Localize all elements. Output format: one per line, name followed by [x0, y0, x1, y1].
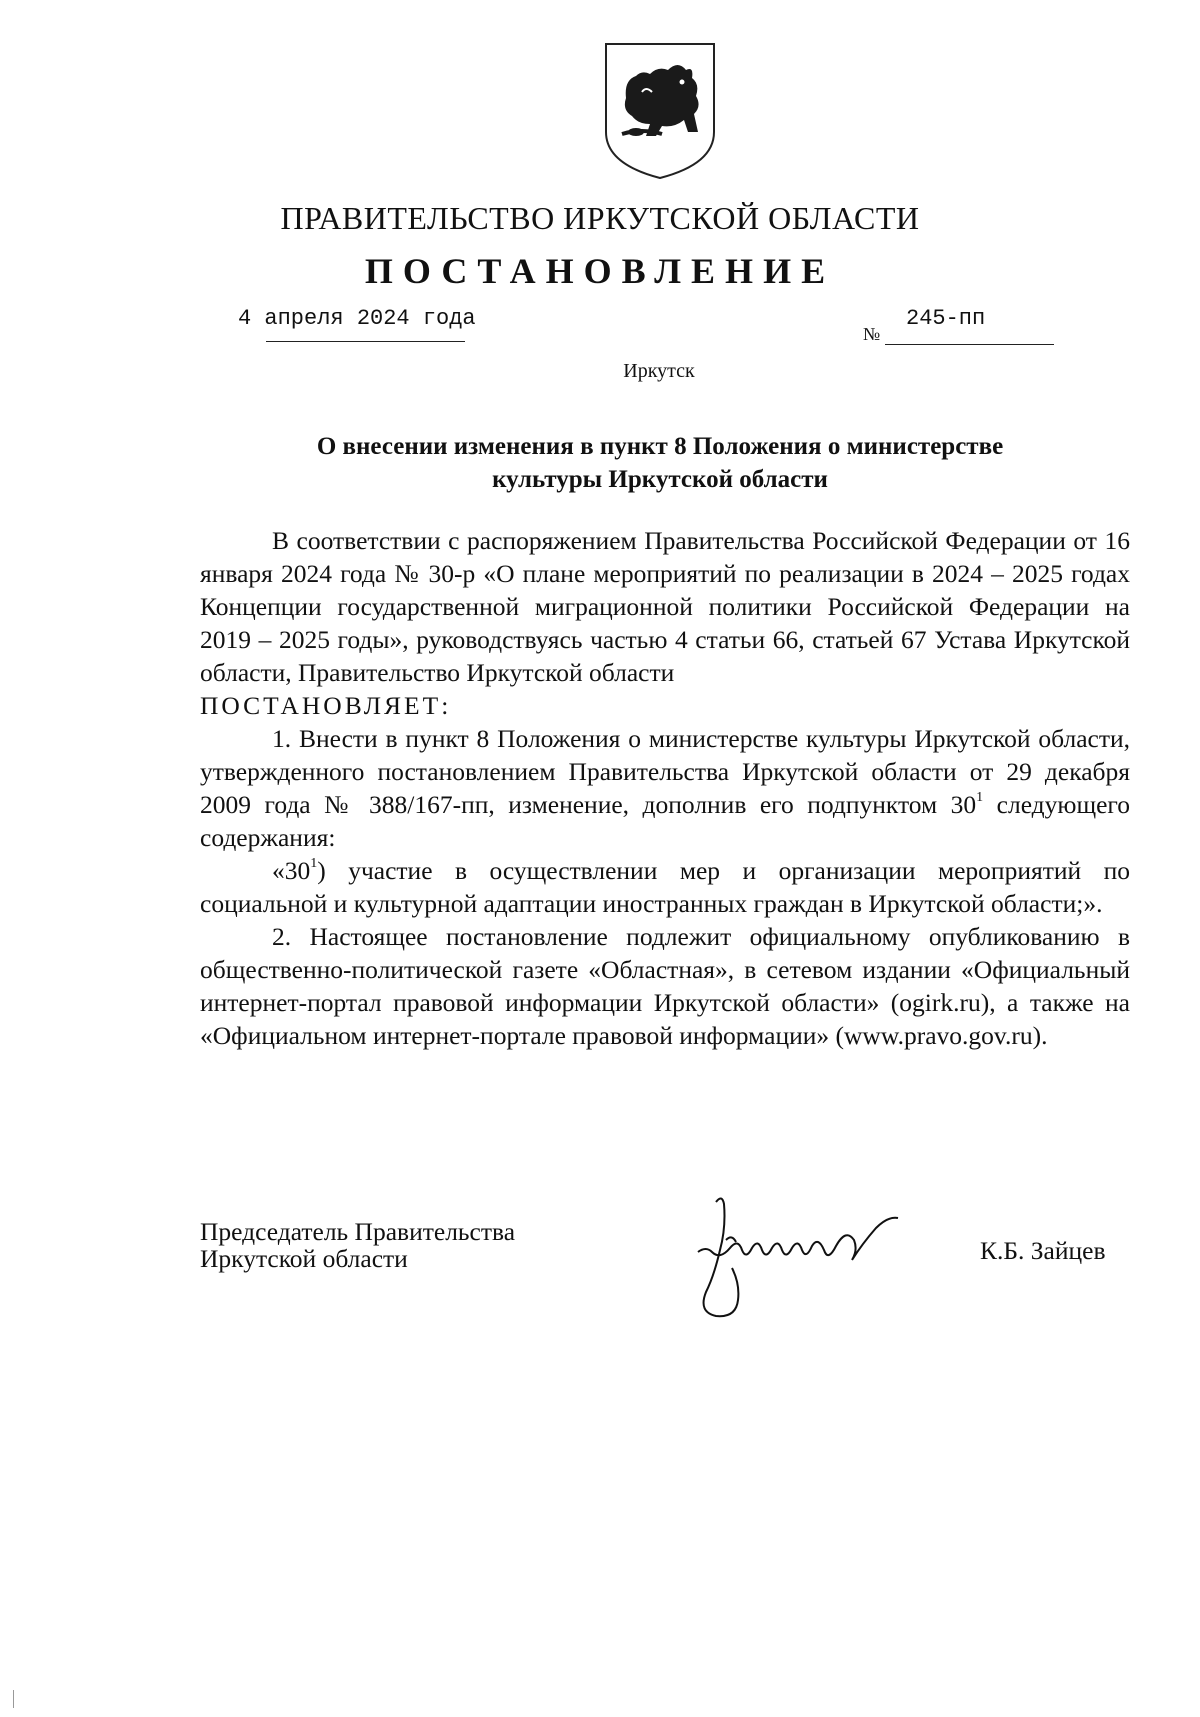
- organization-name: ПРАВИТЕЛЬСТВО ИРКУТСКОЙ ОБЛАСТИ: [280, 200, 920, 236]
- document-type: ПОСТАНОВЛЕНИЕ: [364, 251, 836, 291]
- document-date: 4 апреля 2024 года: [238, 306, 476, 331]
- title-line-1: О внесении изменения в пункт 8 Положения о министерстве: [316, 433, 1004, 460]
- handwritten-signature: [676, 1188, 936, 1323]
- quote-superscript: 1: [310, 855, 318, 871]
- item-1-paragraph: [200, 722, 1130, 854]
- decree-word: ПОСТАНОВЛЯЕТ:: [200, 691, 452, 720]
- title-line-2: культуры Иркутской области: [492, 466, 828, 493]
- signatory-position-line-1: Председатель Правительства: [200, 1217, 516, 1246]
- quote-open: «30: [272, 856, 311, 885]
- item-1-superscript: 1: [976, 789, 984, 805]
- item-2-paragraph: 2. Настоящее постановление подлежит официальному опубликованию в общественно-политической газете «Областная», в сетевом издании «Официальный интернет-портал правовой информации Иркутской области» (ogirk.ru), а также на «Официальном интернет-портале правовой информации» (www.pravo.gov.ru).: [200, 922, 1130, 1050]
- item-1-end: следующего содержания:: [200, 790, 1130, 852]
- signatory-name: К.Б. Зайцев: [980, 1236, 1106, 1265]
- document-title: [200, 430, 1120, 496]
- coat-of-arms-icon: [602, 40, 718, 182]
- number-underline: [885, 344, 1054, 345]
- scan-margin-mark: [13, 1690, 14, 1708]
- quoted-subitem-paragraph: [200, 854, 1130, 920]
- document-body: [200, 524, 1130, 1052]
- document-number: 245-пп: [906, 306, 986, 331]
- city: Иркутск: [623, 360, 695, 382]
- number-sign: №: [863, 324, 881, 344]
- signatory-position-line-2: Иркутской области: [200, 1244, 408, 1273]
- date-underline: [266, 341, 465, 342]
- preamble-paragraph: В соответствии с распоряжением Правительства Российской Федерации от 16 января 2024 года № 30-р «О плане мероприятий по реализации в 2024 – 2025 годах Концепции государственной миграционной политики Российской Федерации на 2019 – 2025 годы», руководствуясь частью 4 статьи 66, статьей 67 Устава Иркутской области, Правительство Иркутской области: [200, 526, 1130, 687]
- item-1-text: 1. Внести в пункт 8 Положения о министерстве культуры Иркутской области, утвержденного постановлением Правительства Иркутской области от 29 декабря 2009 года № 388/167-пп, изменение, дополнив его подпунктом 30: [200, 724, 1130, 819]
- signatory-position: [200, 1218, 515, 1272]
- quote-text: ) участие в осуществлении мер и организации мероприятий по социальной и культурной адаптации иностранных граждан в Иркутской области;».: [200, 856, 1130, 918]
